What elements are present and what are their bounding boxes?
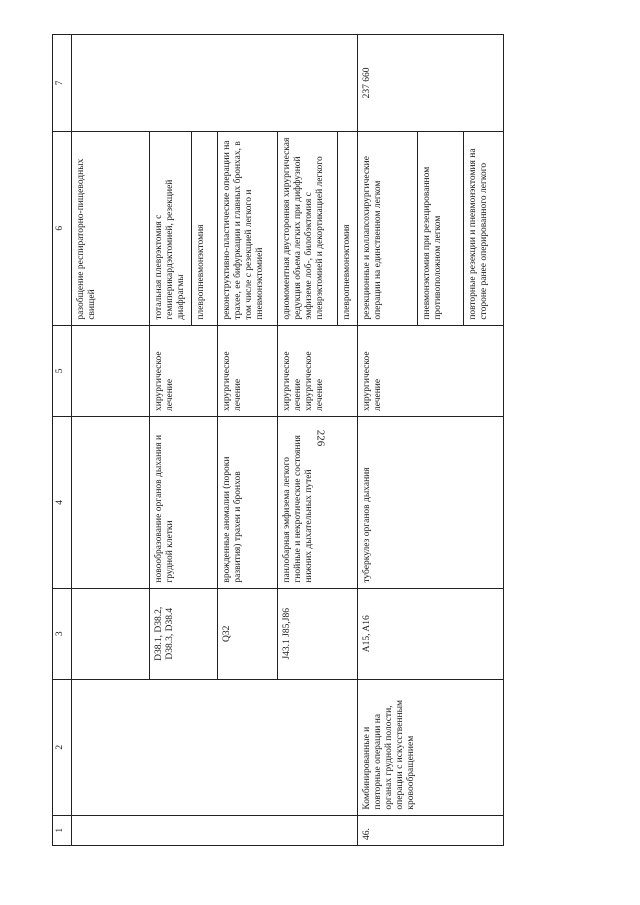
cell-method: резекционные и коллапсохирургические операции на единственном легком [358,131,418,325]
cell-codes: J43.1 J85,J86 [278,588,358,679]
cell-method: плевропневмонэктомия [338,131,358,325]
cell-method: пневмонэктомия при резецированном противоположном легком [418,131,464,325]
cell-empty [72,417,150,589]
cell-treatment: хирургическое лечение [218,325,278,416]
col-header-3: 3 [53,588,72,679]
cell-empty [72,815,358,845]
cell-method: повторные резекции и пневмонэктомия на стороне ранее оперированного легкого [464,131,504,325]
cell-method: одномоментная двусторонняя хирургическая редукция объема легких при диффузной эмфиземе лоб-, билобэктомия с плеврэктомией и декортикацией легкого [278,131,338,325]
cell-treatment: хирургическое лечение [358,325,504,416]
cell-empty [72,35,358,132]
table-row [358,35,418,846]
cell-empty [72,325,150,416]
col-header-1: 1 [53,815,72,845]
cell-empty [72,588,150,679]
header-row [53,35,72,846]
col-header-2: 2 [53,679,72,815]
col-header-7: 7 [53,35,72,132]
cell-method: тотальная плеврэктомия с гемиперикардэктомией, резекцией диафрагмы [150,131,192,325]
cell-method: плевропневмонэктомия [192,131,218,325]
table-container [52,34,618,846]
cell-method: разобщение респираторно-пищеводных свищей [72,131,150,325]
cell-model: туберкулез органов дыхания [358,417,504,589]
cell-section-name: Комбинированные и повторные операции на органах грудной полости, операции с искусственным кровообращением [358,679,504,815]
cell-codes: Q32 [218,588,278,679]
page-number: 226 [314,429,327,447]
cell-method: реконструктивно-пластические операции на трахее, ее бифуркации и главных бронхах, в том числе с резекцией легкого и пневмонэктомией [218,131,278,325]
col-header-6: 6 [53,131,72,325]
table-row [72,35,150,846]
cell-codes: D38.1, D38.2, D38.3, D38.4 [150,588,218,679]
cell-model: новообразование органов дыхания и грудной клетки [150,417,218,589]
col-header-5: 5 [53,325,72,416]
cell-empty [72,679,358,815]
procedures-table [52,34,504,846]
cell-model: панлобарная эмфизема легкого гнойные и некротические состояния нижних дыхательных путей [278,417,358,589]
cell-treatment: хирургическое лечение [150,325,218,416]
cell-codes: A15, A16 [358,588,504,679]
col-header-4: 4 [53,417,72,589]
cell-cost: 237 660 [358,35,504,132]
cell-row-number: 46. [358,815,504,845]
cell-treatment: хирургическое лечение хирургическое лечение [278,325,358,416]
cell-model: врожденные аномалии (пороки развития) трахеи и бронхов [218,417,278,589]
